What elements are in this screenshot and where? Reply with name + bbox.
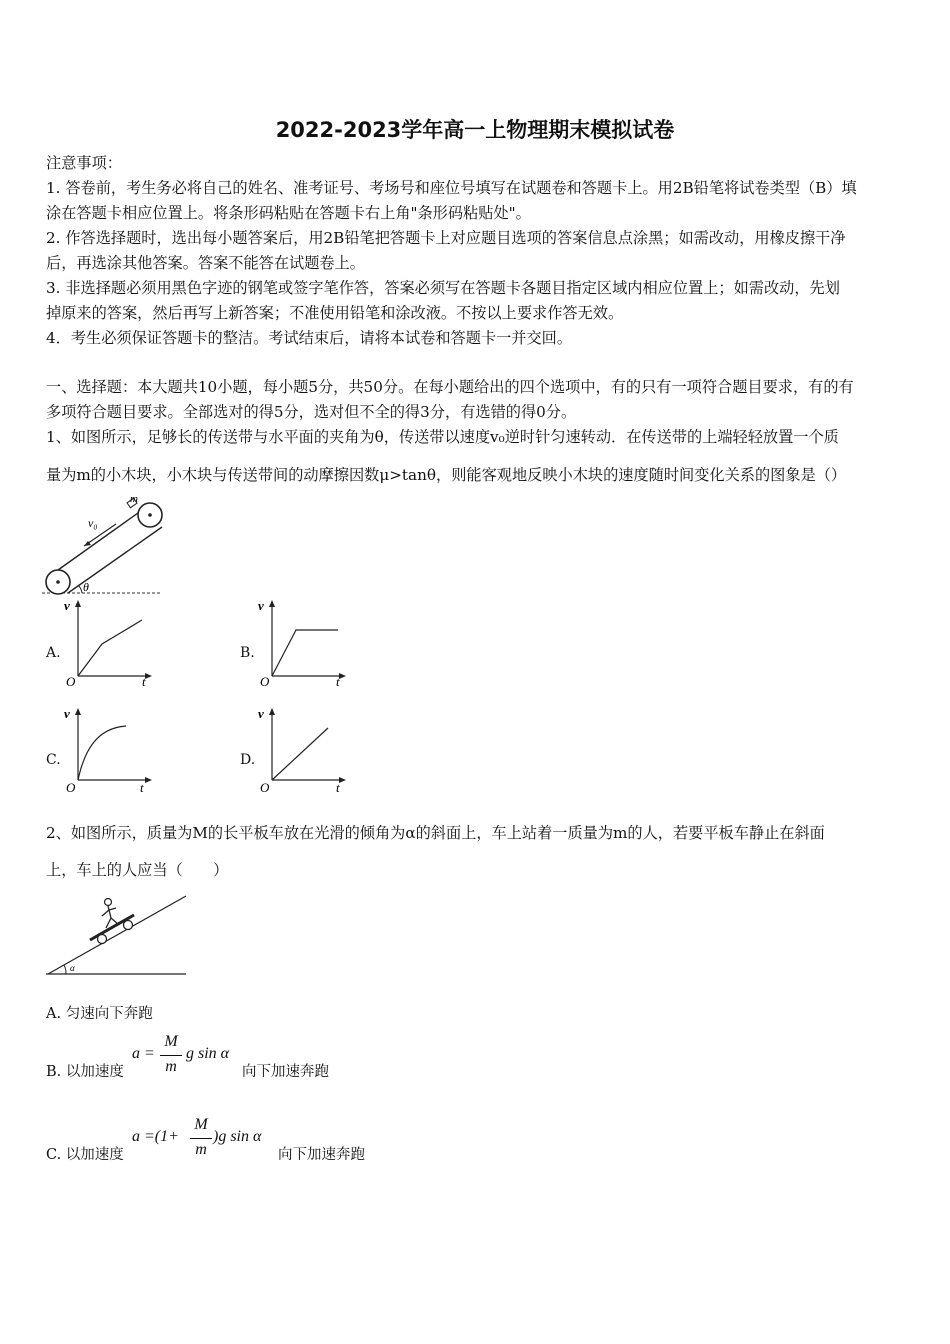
fraction-bar <box>190 1138 212 1139</box>
fraction-denominator: m <box>195 1141 207 1158</box>
notice-line: 后，再选涂其他答案。答案不能答在试题卷上。 <box>46 254 365 272</box>
origin-label: O <box>66 674 76 688</box>
option-b-label: B. <box>240 645 255 661</box>
theta-label: θ <box>83 580 89 594</box>
option-b-graph <box>254 596 354 688</box>
axis-t-label: t <box>140 780 144 795</box>
formula-rhs: g sin α <box>186 1045 230 1062</box>
incline-cart-figure <box>44 890 190 980</box>
option-a-text: A. 匀速向下奔跑 <box>46 1006 153 1022</box>
option-b-suffix: 向下加速奔跑 <box>242 1064 329 1080</box>
notice-heading: 注意事项： <box>46 154 122 172</box>
option-c-suffix: 向下加速奔跑 <box>278 1147 365 1163</box>
section-instructions: 多项符合题目要求。全部选对的得5分，选对但不全的得3分，有选错的得0分。 <box>46 403 577 421</box>
formula-lhs: a = <box>132 1045 155 1062</box>
option-a-graph <box>60 596 160 688</box>
formula-rhs: )g sin α <box>213 1128 262 1145</box>
notice-line: 3. 非选择题必须用黑色字迹的钢笔或签字笔作答，答案必须写在答题卡各题目指定区域内相应位置上；如需改动，先划 <box>46 279 840 297</box>
conveyor-belt-figure <box>42 494 172 598</box>
option-b-prefix: B. 以加速度 <box>46 1064 124 1080</box>
alpha-label: α <box>70 963 75 973</box>
option-a-label: A. <box>46 645 61 661</box>
fraction-numerator: M <box>194 1116 208 1133</box>
question-2-stem: 上，车上的人应当（ ） <box>46 861 229 879</box>
fraction-numerator: M <box>164 1033 178 1050</box>
axis-t-label: t <box>336 674 340 688</box>
axis-t-label: t <box>336 780 340 795</box>
option-c-label: C. <box>46 752 61 768</box>
option-d-graph <box>254 704 354 796</box>
axis-v-label: v <box>258 598 264 613</box>
origin-label: O <box>260 674 270 688</box>
axis-v-label: v <box>258 706 264 721</box>
notice-line: 涂在答题卡相应位置上。将条形码粘贴在答题卡右上角"条形码粘贴处"。 <box>46 204 531 222</box>
notice-line: 掉原来的答案，然后再写上新答案；不准使用铅笔和涂改液。不按以上要求作答无效。 <box>46 304 624 322</box>
v0-label: v₀ <box>88 516 98 530</box>
axis-v-label: v <box>64 598 70 613</box>
notice-line: 4．考生必须保证答题卡的整洁。考试结束后，请将本试卷和答题卡一并交回。 <box>46 329 573 347</box>
question-1-stem: 量为m的小木块，小木块与传送带间的动摩擦因数μ>tanθ，则能客观地反映小木块的速度随时间变化关系的图象是（） <box>46 466 847 484</box>
axis-t-label: t <box>142 674 146 688</box>
mass-label: m <box>130 494 138 505</box>
axis-v-label: v <box>64 706 70 721</box>
question-2-stem: 2、如图所示，质量为M的长平板车放在光滑的倾角为α的斜面上，车上站着一质量为m的人，若要平板车静止在斜面 <box>46 824 825 842</box>
fraction-denominator: m <box>165 1058 177 1075</box>
origin-label: O <box>66 780 76 795</box>
notice-line: 1. 答卷前，考生务必将自己的姓名、准考证号、考场号和座位号填写在试题卷和答题卡上。用2B铅笔将试卷类型（B）填 <box>46 179 857 197</box>
page-title: 2022-2023学年高一上物理期末模拟试卷 <box>275 118 675 142</box>
option-c-prefix: C. 以加速度 <box>46 1147 124 1163</box>
origin-label: O <box>260 780 270 795</box>
question-1-stem: 1、如图所示，足够长的传送带与水平面的夹角为θ，传送带以速度v₀逆时针匀速转动．在传送带的上端轻轻放置一个质 <box>46 428 839 446</box>
notice-line: 2. 作答选择题时，选出每小题答案后，用2B铅笔把答题卡上对应题目选项的答案信息点涂黑；如需改动，用橡皮擦干净 <box>46 229 846 247</box>
formula-lhs: a =(1+ <box>132 1128 179 1145</box>
fraction-bar <box>160 1055 182 1056</box>
option-c-graph <box>60 704 160 796</box>
section-instructions: 一、选择题：本大题共10小题，每小题5分，共50分。在每小题给出的四个选项中，有的只有一项符合题目要求，有的有 <box>46 378 854 396</box>
option-d-label: D. <box>240 752 256 768</box>
